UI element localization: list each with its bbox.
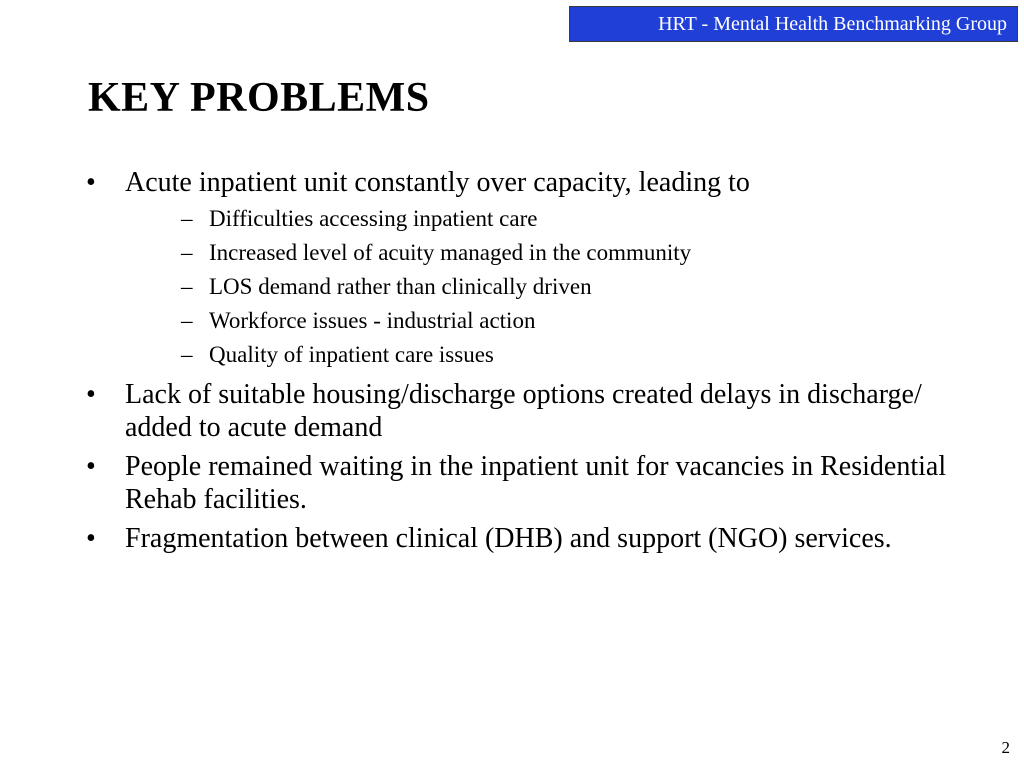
bullet-text: Lack of suitable housing/discharge options created delays in discharge/ added to acute demand [125, 379, 922, 443]
sub-bullet-text: Increased level of acuity managed in the community [209, 240, 692, 265]
bullet-item [86, 166, 966, 372]
sub-bullet-text: Workforce issues - industrial action [209, 308, 536, 333]
header-band [569, 6, 1018, 42]
bullet-marker: • [86, 167, 96, 198]
slide-title: KEY PROBLEMS [88, 75, 430, 121]
bullet-marker: • [86, 379, 96, 410]
sub-bullet-item [125, 202, 966, 236]
sub-bullet-marker: – [181, 274, 193, 299]
bullet-marker: • [86, 523, 96, 554]
sub-bullet-list [125, 202, 966, 372]
page-number: 2 [1001, 738, 1010, 757]
bullet-text: Fragmentation between clinical (DHB) and support (NGO) services. [125, 523, 892, 554]
sub-bullet-item [125, 236, 966, 270]
bullet-item [86, 450, 966, 516]
sub-bullet-item [125, 270, 966, 304]
bullet-item [86, 522, 966, 555]
sub-bullet-item [125, 304, 966, 338]
bullet-item [86, 378, 966, 444]
bullet-marker: • [86, 451, 96, 482]
sub-bullet-marker: – [181, 206, 193, 231]
sub-bullet-marker: – [181, 308, 193, 333]
sub-bullet-item [125, 338, 966, 372]
bullet-list [86, 166, 966, 561]
bullet-text: Acute inpatient unit constantly over capacity, leading to [125, 167, 750, 198]
header-band-text: HRT - Mental Health Benchmarking Group [658, 12, 1007, 35]
sub-bullet-marker: – [181, 240, 193, 265]
sub-bullet-text: LOS demand rather than clinically driven [209, 274, 592, 299]
bullet-text: People remained waiting in the inpatient unit for vacancies in Residential Rehab facilities. [125, 451, 947, 515]
sub-bullet-text: Difficulties accessing inpatient care [209, 206, 538, 231]
sub-bullet-marker: – [181, 342, 193, 367]
sub-bullet-text: Quality of inpatient care issues [209, 342, 494, 367]
